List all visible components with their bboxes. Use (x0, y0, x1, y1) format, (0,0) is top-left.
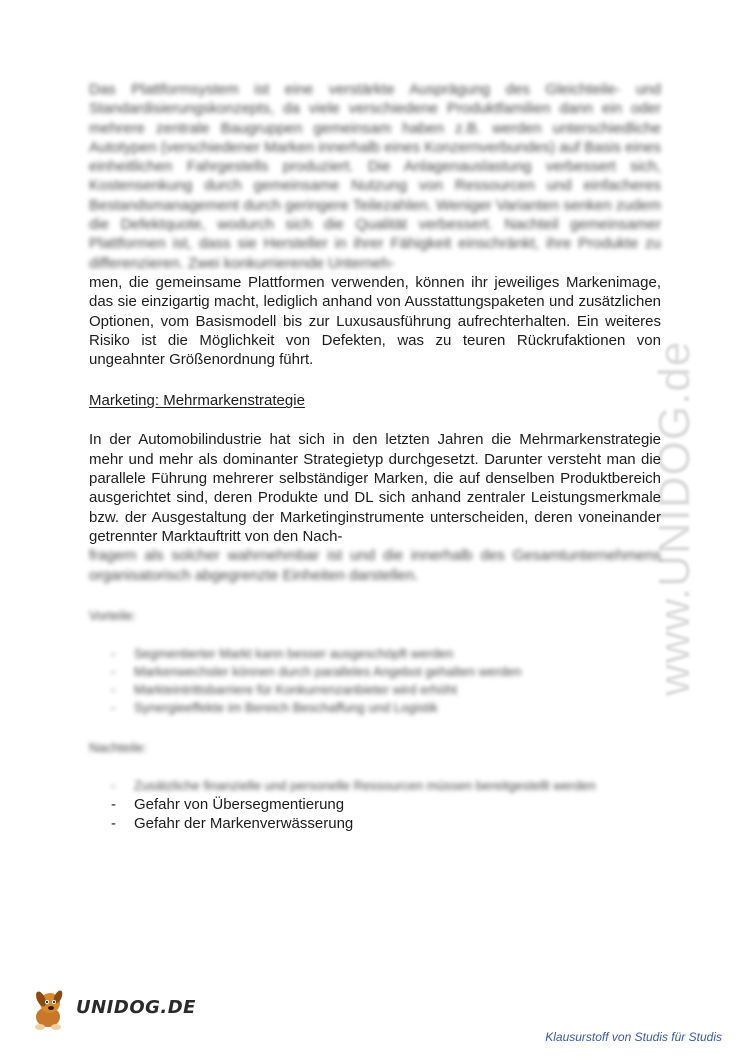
dog-mascot-icon (28, 985, 78, 1035)
list-item: - Synergieeffekte im Bereich Beschaffung und Logistik (111, 699, 438, 715)
advantages-label: Vorteile: (89, 607, 136, 623)
list-item: - Gefahr der Markenverwässerung (111, 814, 354, 832)
list-item: - Zusätzliche finanzielle und personelle Ressourcen müssen bereitgestellt werden (111, 777, 596, 793)
disadvantages-list-clear (89, 795, 661, 833)
body-paragraph-blurred: fragern als solcher wahrnehmbar ist und die innerhalb des Gesamtunternehmens organisatorisch abgegrenzte Einheiten darstellen. (89, 547, 661, 584)
list-item: - Markteintrittsbarriere für Konkurrenzanbieter wird erhöht (111, 681, 457, 697)
body-paragraph-clear: In der Automobilindustrie hat sich in den letzten Jahren die Mehrmarkenstrategie mehr und mehr als dominanter Strategietyp durchgesetzt. Darunter versteht man die parallele Führung mehrerer selbständiger Marken, die auf denselben Produktbereich ausgerichtet sind, deren Produkte und DL sich anhand zentraler Leistungsmerkmale bzw. der Ausgestaltung der Marketinginstrumente unterscheiden, deren voneinander getrennter Marktauftritt von den Nach- (89, 431, 661, 545)
logo-text: UNIDOG.DE (76, 997, 196, 1018)
advantages-list (89, 645, 661, 717)
disadvantages-list-blurred (89, 777, 661, 795)
list-item: - Gefahr von Übersegmentierung (111, 795, 345, 813)
list-item: - Markenwechsler können durch paralleles Angebot gehalten werden (111, 663, 522, 679)
intro-paragraph-blurred: Das Plattformsystem ist eine verstärkte Ausprägung des Gleichteile- und Standardisierungskonzepts, da viele verschiedene Produktfamilien dann ein oder mehrere zentrale Baugruppen gemeinsam haben z.B. werden unterschiedliche Autotypen (verschiedener Marken innerhalb eines Konzernverbundes) auf Basis eines einheitlichen Fahrgestells produziert. Die Anlagenauslastung verbessert sich, Kostensenkung durch gemeinsame Nutzung von Ressourcen und einfacheres Bestandsmanagement durch geringere Teilezahlen. Weniger Varianten senken zudem die Defektquote, wodurch sich die Qualität verbessert. Nachteil gemeinsamer Plattformen ist, dass sie Hersteller in ihrer Fähigkeit einschränkt, ihre Produkte zu differenzieren. Zwei konkurrierende Unterneh- (89, 81, 661, 272)
footer-slogan: Klausurstoff von Studis für Studis (545, 1030, 722, 1044)
unidog-logo (28, 985, 196, 1035)
disadvantages-label: Nachteile: (89, 739, 147, 755)
list-item: - Segmentierter Markt kann besser ausgeschöpft werden (111, 645, 454, 661)
watermark: www.UNIDOG.de (650, 340, 699, 696)
section-heading: Marketing: Mehrmarkenstrategie (89, 392, 305, 410)
document-body (89, 80, 661, 833)
intro-paragraph-clear: men, die gemeinsame Plattformen verwenden, können ihr jeweiliges Markenimage, das sie einzigartig macht, lediglich anhand von Ausstattungspaketen und zusätzlichen Optionen, vom Basismodell bis zur Luxusausführung aufrechterhalten. Ein weiteres Risiko ist die Möglichkeit von Defekten, was zu teuren Rückrufaktionen von ungeahnter Größenordnung führt. (89, 273, 661, 369)
